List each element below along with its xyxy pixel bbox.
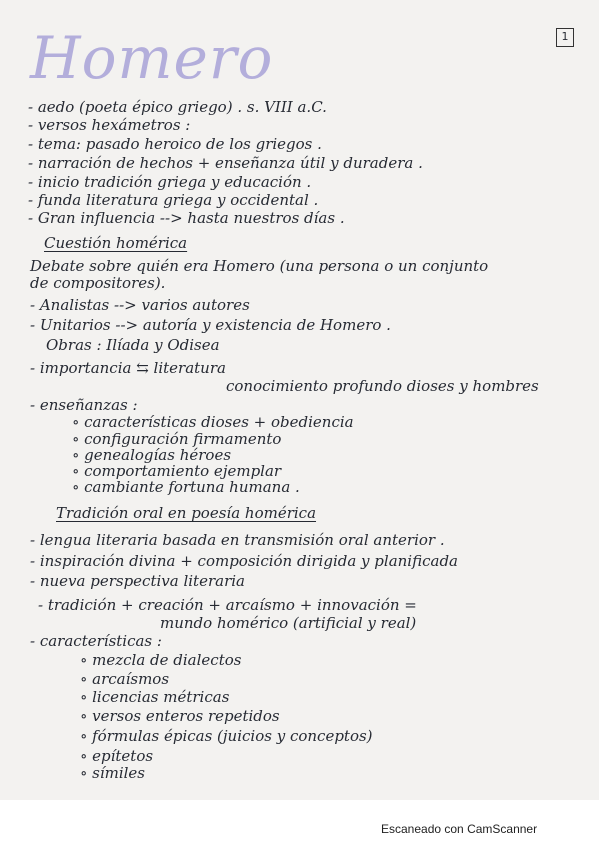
scanner-watermark: Escaneado con CamScanner <box>381 822 538 836</box>
intro-item: - versos hexámetros : <box>28 116 191 134</box>
importancia-line: conocimiento profundo dioses y hombres <box>226 377 539 395</box>
ensenanza-item: ∘ genealogías héroes <box>72 446 232 464</box>
ensenanza-item: ∘ configuración firmamento <box>72 430 282 448</box>
section-heading-cuestion: Cuestión homérica <box>44 234 188 252</box>
caracteristica-item: ∘ licencias métricas <box>80 688 230 706</box>
page-number-box: 1 <box>556 28 574 47</box>
ensenanzas-label: - enseñanzas : <box>30 396 138 414</box>
caracteristica-item: ∘ versos enteros repetidos <box>80 707 280 725</box>
caracteristica-item: ∘ epítetos <box>80 747 154 765</box>
tradicion-item: mundo homérico (artificial y real) <box>160 614 417 632</box>
debate-line: Debate sobre quién era Homero (una persona o un conjunto <box>30 257 489 275</box>
intro-item: - inicio tradición griega y educación . <box>28 173 312 191</box>
caracteristica-item: ∘ fórmulas épicas (juicios y conceptos) <box>80 727 373 745</box>
debate-line: de compositores). <box>30 274 166 292</box>
caracteristica-item: ∘ arcaísmos <box>80 670 170 688</box>
tradicion-item: - nueva perspectiva literaria <box>30 572 245 590</box>
intro-item: - tema: pasado heroico de los griegos . <box>28 135 322 153</box>
caracteristica-item: ∘ mezcla de dialectos <box>80 651 242 669</box>
intro-item: - narración de hechos + enseñanza útil y duradera . <box>28 154 423 172</box>
tradicion-item: - características : <box>30 632 162 650</box>
ensenanza-item: ∘ comportamiento ejemplar <box>72 462 282 480</box>
ensenanza-item: ∘ características dioses + obediencia <box>72 413 354 431</box>
intro-item: - funda literatura griega y occidental . <box>28 191 319 209</box>
cuestion-item: - Unitarios --> autoría y existencia de Homero . <box>30 316 391 334</box>
obras-line: Obras : Ilíada y Odisea <box>46 336 220 354</box>
ensenanza-item: ∘ cambiante fortuna humana . <box>72 478 300 496</box>
caracteristica-item: ∘ símiles <box>80 764 146 782</box>
importancia-line: - importancia ⇆ literatura <box>30 359 226 377</box>
tradicion-item: - tradición + creación + arcaísmo + innovación = <box>38 596 417 614</box>
cuestion-item: - Analistas --> varios autores <box>30 296 250 314</box>
section-heading-tradicion: Tradición oral en poesía homérica <box>56 504 317 522</box>
intro-item: - Gran influencia --> hasta nuestros días . <box>28 209 345 227</box>
intro-item: - aedo (poeta épico griego) . s. VIII a.C. <box>28 98 327 116</box>
tradicion-item: - inspiración divina + composición dirigida y planificada <box>30 552 458 570</box>
tradicion-item: - lengua literaria basada en transmisión oral anterior . <box>30 531 445 549</box>
page-title: Homero <box>30 24 274 92</box>
